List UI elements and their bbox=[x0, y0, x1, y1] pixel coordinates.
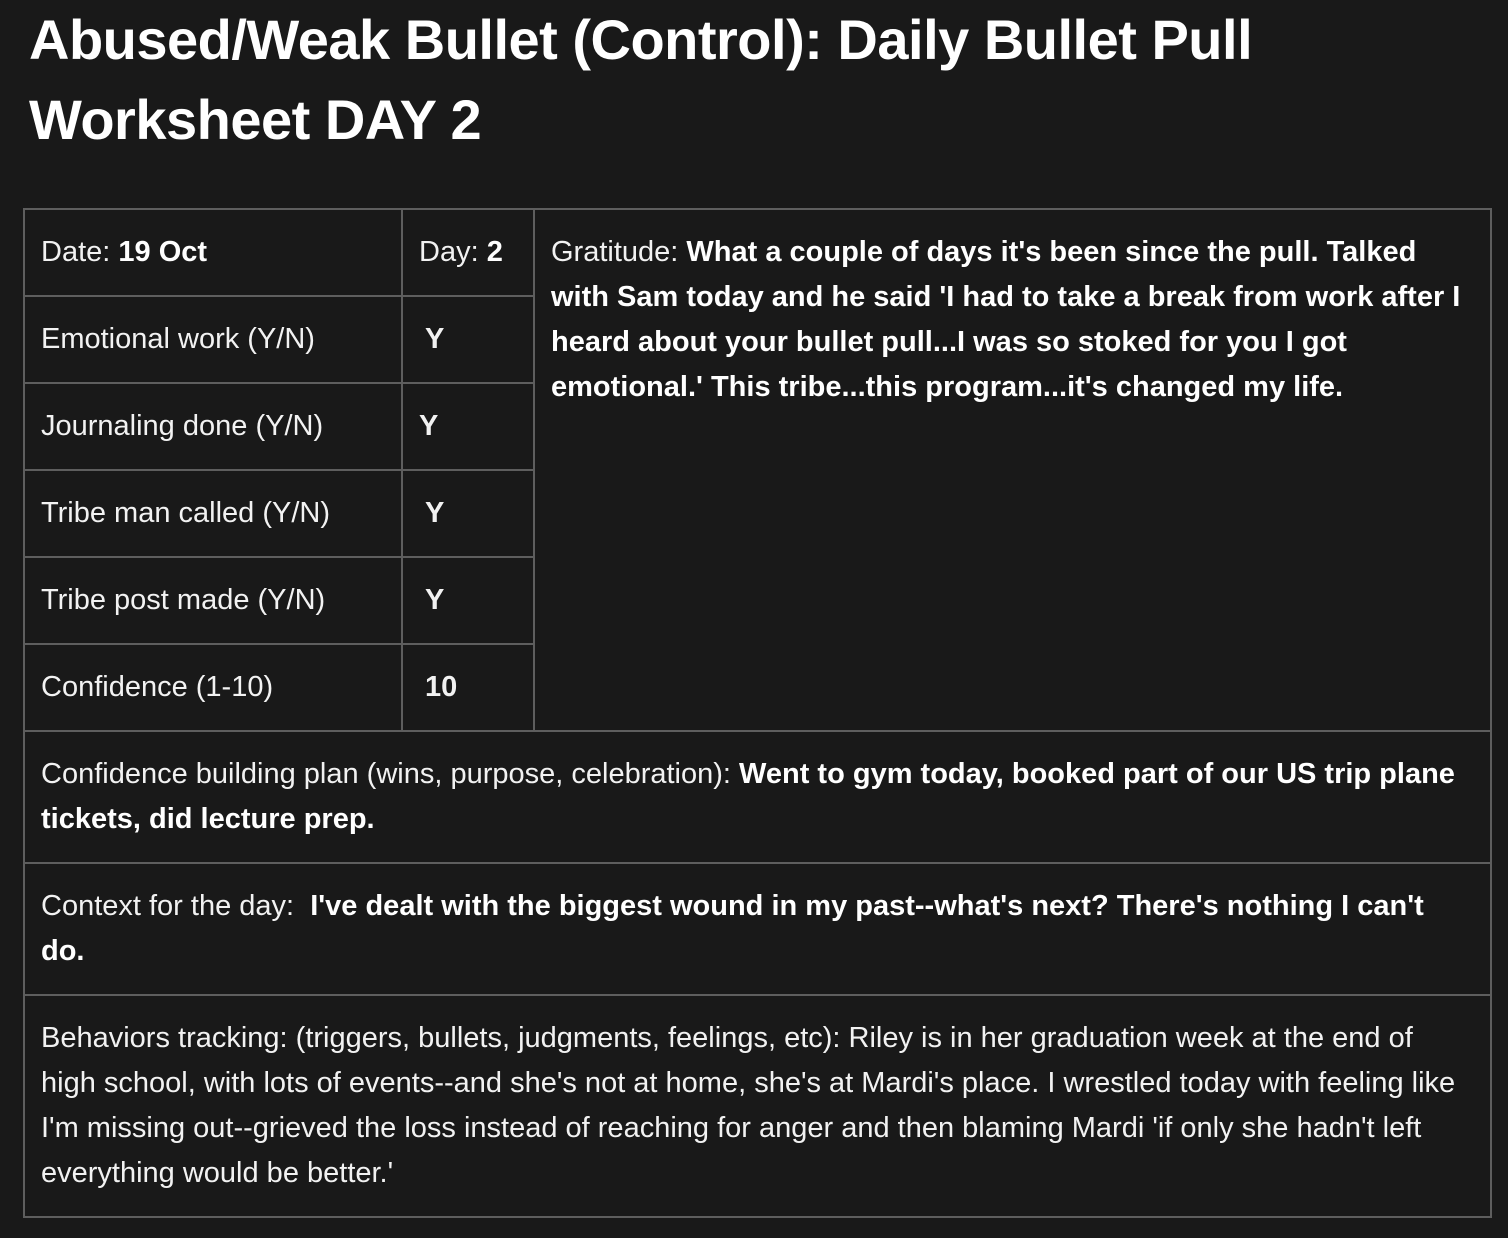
day-value: 2 bbox=[486, 236, 503, 268]
tribe-call-label: Tribe man called (Y/N) bbox=[24, 470, 402, 557]
table-row bbox=[24, 731, 1491, 863]
confidence-value: 10 bbox=[402, 644, 534, 731]
confidence-plan-value: Went to gym today, booked part of our US trip plane tickets, did lecture prep. bbox=[41, 758, 1455, 835]
tribe-call-value: Y bbox=[402, 470, 534, 557]
day-label: Day: bbox=[419, 236, 487, 268]
context-label: Context for the day: bbox=[41, 890, 311, 922]
context-value: I've dealt with the biggest wound in my past--what's next? There's nothing I can't do. bbox=[41, 890, 1424, 967]
confidence-label: Confidence (1-10) bbox=[24, 644, 402, 731]
gratitude-cell bbox=[534, 209, 1491, 731]
behaviors-label: Behaviors tracking: (triggers, bullets, judgments, feelings, etc): bbox=[41, 1022, 849, 1054]
journaling-value: Y bbox=[402, 383, 534, 470]
confidence-plan-label: Confidence building plan (wins, purpose, celebration): bbox=[41, 758, 740, 790]
behaviors-cell bbox=[24, 995, 1491, 1217]
gratitude-value: What a couple of days it's been since the pull. Talked with Sam today and he said 'I had to take a break from work after I heard about your bullet pull...I was so stoked for you I got emotional.' This tribe...this program...it's changed my life. bbox=[551, 236, 1461, 403]
table-row bbox=[24, 995, 1491, 1217]
day-cell bbox=[402, 209, 534, 296]
table-row bbox=[24, 863, 1491, 995]
behaviors-value: Riley is in her graduation week at the end of high school, with lots of events--and she's not at home, she's at Mardi's place. I wrestled today with feeling like I'm missing out--grieved the loss instead of reaching for anger and then blaming Mardi 'if only she hadn't left everything would be better.' bbox=[41, 1022, 1456, 1189]
emotional-work-label: Emotional work (Y/N) bbox=[24, 296, 402, 383]
gratitude-label: Gratitude: bbox=[551, 236, 687, 268]
date-cell bbox=[24, 209, 402, 296]
table-row bbox=[24, 209, 1491, 296]
worksheet-table bbox=[23, 208, 1492, 1218]
date-label: Date: bbox=[41, 236, 119, 268]
emotional-work-value: Y bbox=[402, 296, 534, 383]
tribe-post-label: Tribe post made (Y/N) bbox=[24, 557, 402, 644]
confidence-plan-cell bbox=[24, 731, 1491, 863]
context-cell bbox=[24, 863, 1491, 995]
tribe-post-value: Y bbox=[402, 557, 534, 644]
date-value: 19 Oct bbox=[118, 236, 208, 268]
journaling-label: Journaling done (Y/N) bbox=[24, 383, 402, 470]
page-title: Abused/Weak Bullet (Control): Daily Bullet Pull Worksheet DAY 2 bbox=[29, 8, 1253, 151]
